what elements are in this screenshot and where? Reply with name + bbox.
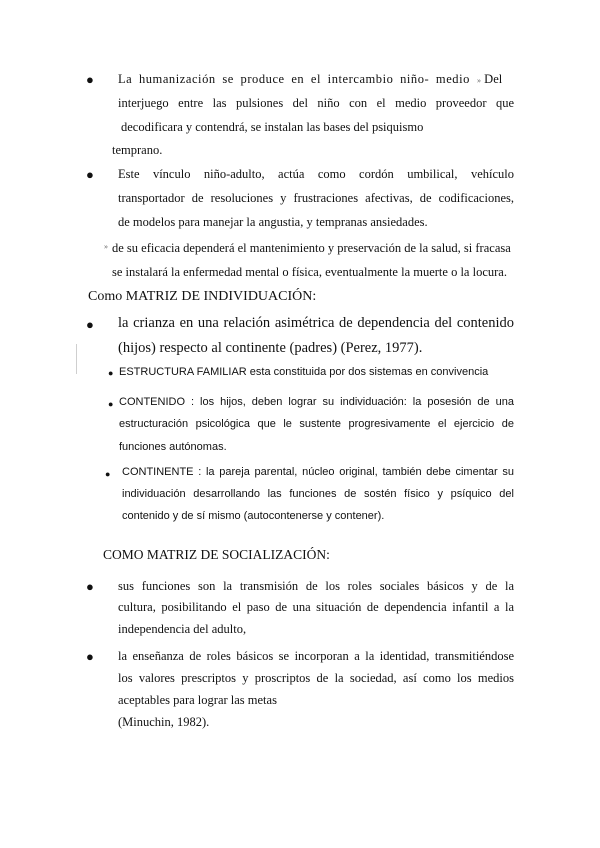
s3-line1: CONTINENTE : la pareja parental, núcleo original, también debe cimentar su xyxy=(122,466,514,478)
margin-mark xyxy=(76,344,77,374)
s3-line3: contenido y de sí mismo (autocontenerse y contener). xyxy=(122,510,385,522)
p6-line4: (Minuchin, 1982). xyxy=(118,715,210,729)
p3-line2: se instalará la enfermedad mental o física, eventualmente la muerte o la locura. xyxy=(112,265,507,279)
p6-line1: la enseñanza de roles básicos se incorporan a la identidad, transmitiéndose xyxy=(118,649,514,663)
s2-line1: CONTENIDO : los hijos, deben lograr su individuación: la posesión de una xyxy=(119,396,514,408)
p2-line1: Este vínculo niño-adulto, actúa como cordón umbilical, vehículo xyxy=(118,167,514,181)
s1-line1: ESTRUCTURA FAMILIAR esta constituida por dos sistemas en convivencia xyxy=(119,366,489,378)
p5-line3: independencia del adulto, xyxy=(118,622,247,636)
p2-line3: de modelos para manejar la angustia, y tempranas ansiedades. xyxy=(118,215,428,229)
bullet-icon: ● xyxy=(108,399,114,409)
heading-individuacion: Como MATRIZ DE INDIVIDUACIÓN: xyxy=(88,289,317,304)
s2-line2: estructuración psicológica que le sustente progresivamente el ejercicio de xyxy=(119,418,514,430)
p2-line2: transportador de resoluciones y frustraciones afectivas, de codificaciones, xyxy=(118,191,514,205)
bullet-icon: ● xyxy=(86,579,94,594)
bullet-icon: ● xyxy=(86,317,94,332)
s2-line3: funciones autónomas. xyxy=(119,441,227,453)
bullet-icon: ● xyxy=(105,469,111,479)
p3-mark: » xyxy=(104,242,108,251)
p5-line1: sus funciones son la transmisión de los roles sociales básicos y de la xyxy=(118,579,514,593)
p1-line1 xyxy=(118,71,502,89)
p1-line3: decodificara y contendrá, se instalan las bases del psiquismo xyxy=(121,120,424,134)
bullet-icon: ● xyxy=(86,167,94,182)
p1-line1-end: Del xyxy=(484,72,503,86)
p1-line1-text: La humanización se produce en el intercambio niño- medio xyxy=(118,72,470,86)
p1-mark: » xyxy=(477,76,482,85)
bullet-icon: ● xyxy=(86,72,94,87)
p5-line2: cultura, posibilitando el paso de una situación de dependencia infantil a la xyxy=(118,600,514,614)
p1-line2: interjuego entre las pulsiones del niño con el medio proveedor que xyxy=(118,96,514,110)
p3-line1: de su eficacia dependerá el mantenimiento y preservación de la salud, si fracasa xyxy=(112,241,511,255)
p4-line1: la crianza en una relación asimétrica de dependencia del contenido xyxy=(118,315,514,331)
p6-line2: los valores prescriptos y proscriptos de la sociedad, así como los medios xyxy=(118,671,514,685)
p4-line2: (hijos) respecto al continente (padres) (Perez, 1977). xyxy=(118,340,423,356)
bullet-icon: ● xyxy=(108,368,114,378)
p1-line4: temprano. xyxy=(112,143,163,157)
s3-line2: individuación desarrollando las funciones de sostén físico y psíquico del xyxy=(122,488,514,500)
p6-line3: aceptables para lograr las metas xyxy=(118,693,277,707)
heading-socializacion: COMO MATRIZ DE SOCIALIZACIÓN: xyxy=(103,547,330,562)
bullet-icon: ● xyxy=(86,649,94,664)
